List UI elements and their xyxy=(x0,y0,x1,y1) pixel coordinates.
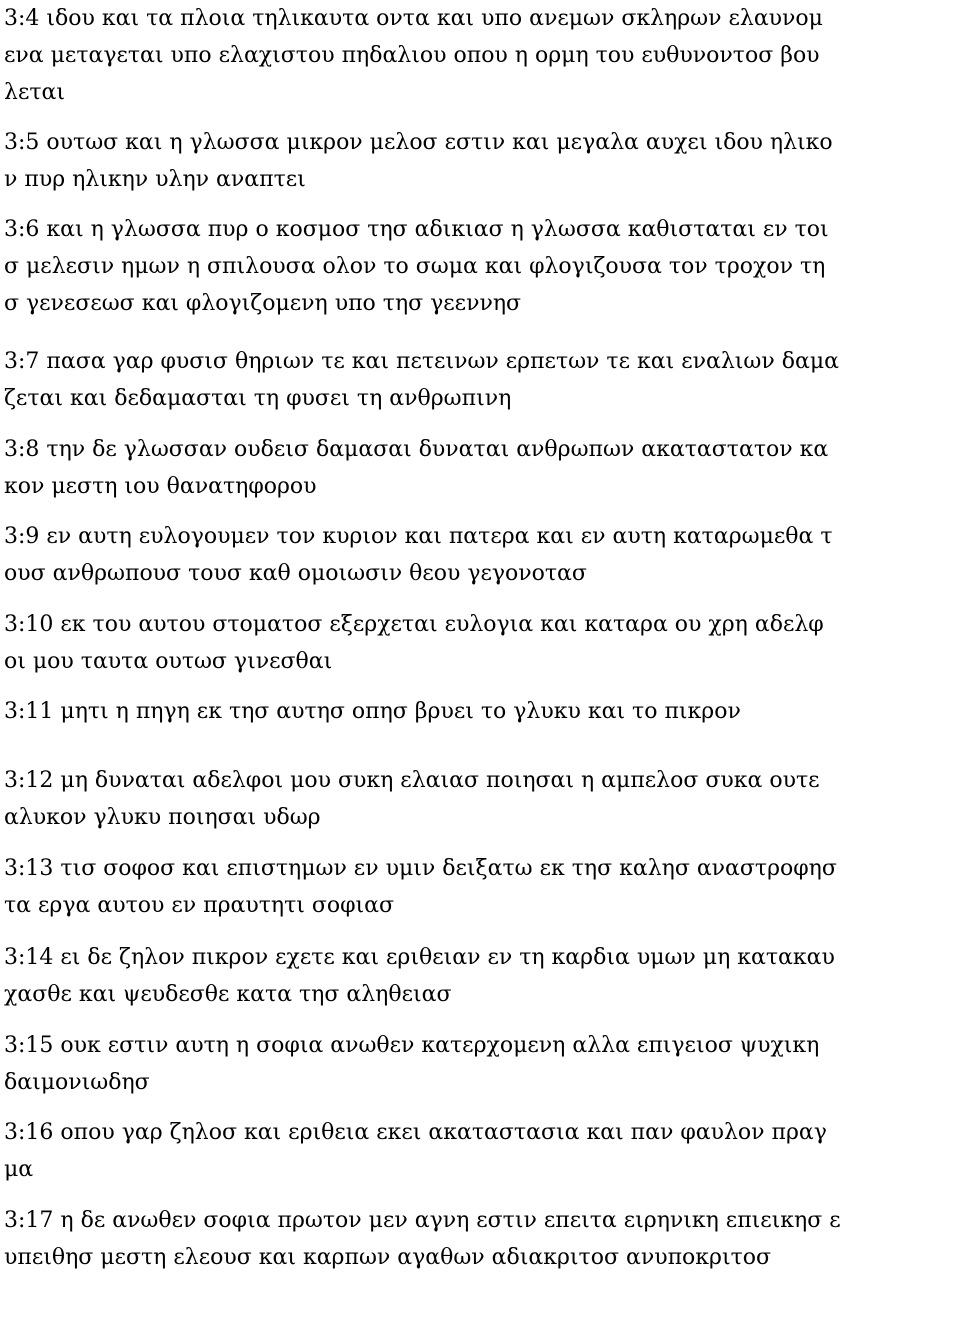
verse-3-15: 3:15 ουκ εστιν αυτη η σοφια ανωθεν κατερχομενη αλλα επιγειοσ ψυχικη δαιμονιωδησ xyxy=(4,1033,820,1095)
verse-3-6: 3:6 και η γλωσσα πυρ ο κοσμοσ τησ αδικιασ η γλωσσα καθισταται εν τοι σ μελεσιν ημων η σπιλουσα ολον το σωμα και φλογιζουσα τον τροχον τη σ γενεσεωσ και φλογιζομενη υπο τησ γεεννησ xyxy=(4,217,829,316)
verse-3-11: 3:11 μητι η πηγη εκ τησ αυτησ οπησ βρυει το γλυκυ και το πικρον xyxy=(4,699,741,724)
verse-3-7: 3:7 πασα γαρ φυσισ θηριων τε και πετεινων ερπετων τε και εναλιων δαμα ζεται και δεδαμασται τη φυσει τη ανθρωπινη xyxy=(4,349,839,411)
verse-3-9: 3:9 εν αυτη ευλογουμεν τον κυριον και πατερα και εν αυτη καταρωμεθα τ ουσ ανθρωπουσ τουσ καθ ομοιωσιν θεου γεγονοτασ xyxy=(4,524,833,586)
verse-3-13: 3:13 τισ σοφοσ και επιστημων εν υμιν δειξατω εκ τησ καλησ αναστροφησ τα εργα αυτου εν πραυτητι σοφιασ xyxy=(4,856,837,918)
verse-3-14: 3:14 ει δε ζηλον πικρον εχετε και εριθειαν εν τη καρδια υμων μη κατακαυ χασθε και ψευδεσθε κατα τησ αληθειασ xyxy=(4,945,835,1007)
verse-3-10: 3:10 εκ του αυτου στοματοσ εξερχεται ευλογια και καταρα ου χρη αδελφ οι μου ταυτα ουτωσ γινεσθαι xyxy=(4,612,824,674)
verse-3-16: 3:16 οπου γαρ ζηλοσ και εριθεια εκει ακαταστασια και παν φαυλον πραγ μα xyxy=(4,1120,827,1182)
verse-3-8: 3:8 την δε γλωσσαν ουδεισ δαμασαι δυναται ανθρωπων ακαταστατον κα κον μεστη ιου θανατηφορου xyxy=(4,437,829,499)
verse-3-5: 3:5 ουτωσ και η γλωσσα μικρον μελοσ εστιν και μεγαλα αυχει ιδου ηλικο ν πυρ ηλικην υλην αναπτει xyxy=(4,130,833,192)
scripture-page xyxy=(4,0,956,1323)
verse-3-4: 3:4 ιδου και τα πλοια τηλικαυτα οντα και υπο ανεμων σκληρων ελαυνομ ενα μεταγεται υπο ελαχιστου πηδαλιου οπου η ορμη του ευθυνοντοσ βου λεται xyxy=(4,6,823,105)
verse-3-17: 3:17 η δε ανωθεν σοφια πρωτον μεν αγνη εστιν επειτα ειρηνικη επιεικησ ε υπειθησ μεστη ελεουσ και καρπων αγαθων αδιακριτοσ ανυποκριτοσ xyxy=(4,1208,841,1270)
verse-3-12: 3:12 μη δυναται αδελφοι μου συκη ελαιασ ποιησαι η αμπελοσ συκα ουτε αλυκον γλυκυ ποιησαι υδωρ xyxy=(4,768,820,830)
